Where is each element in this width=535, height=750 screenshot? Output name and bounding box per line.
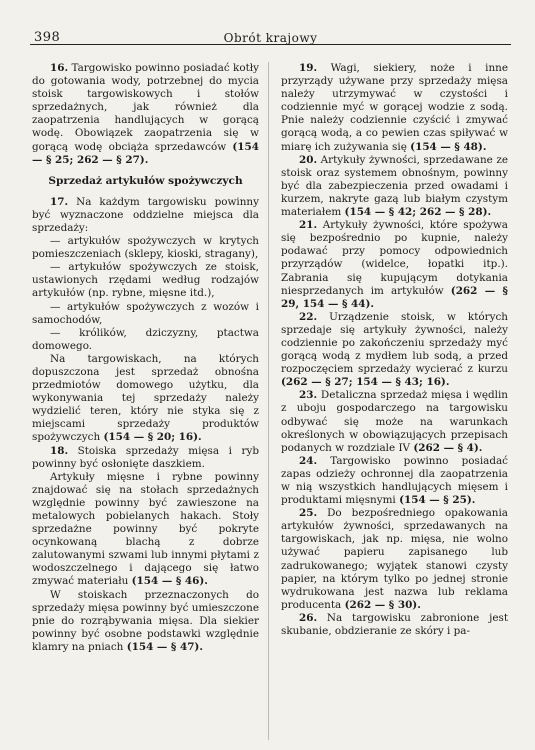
paragraph-16: 16. Targowisko powinno posiadać kotły do gotowania wody, potrzebnej do mycia stoisk targowiskowych i stołów sprzedażnych, jak również dla zaopatrzenia handlujących w gorącą wodę. Obowiązek zaopatrzenia się w gorącą wodę obciąża sprzedawców (154 — § 25; 262 — § 27). <box>32 62 259 166</box>
paragraph-25: 25. Do bezpośredniego opakowania artykułów żywności, sprzedawanych na targowiskach, jak np. mięsa, nie wolno używać papieru zapisanego lub zadrukowanego; wyjątek stanowi czysty papier, na którym tylko po jednej stronie wydrukowana jest nazwa lub reklama producenta (262 — § 30). <box>281 507 508 611</box>
paragraph-18b: Artykuły mięsne i rybne powinny znajdować się na stołach sprzedażnych względnie powinny być zawieszone na metalowych pobielanych hakach. Stoły sprzedażne powinny być pokryte ocynkowaną blachą z dobrze zalutowanymi szwami lub innymi płytami z wodoszczelnego i dającego się łatwo zmywać materiału (154 — § 46). <box>32 470 259 588</box>
paragraph-20: 20. Artykuły żywności, sprzedawane ze stoisk oraz systemem obnośnym, powinny być dla zabezpieczenia przed owadami i kurzem, nakryte gazą lub białym czystym materiałem (154 — § 42; 262 — § 28). <box>281 153 508 219</box>
list-item: — artykułów spożywczych w krytych pomieszczeniach (sklepy, kioski, stragany), <box>32 235 259 261</box>
paragraph-24: 24. Targowisko powinno posiadać zapas odzieży ochronnej dla zaopatrzenia w nią wszystkich handlujących mięsem i produktami mięsnymi (154 — § 25). <box>281 454 508 507</box>
paragraph-23: 23. Detaliczna sprzedaż mięsa i wędlin z uboju gospodarczego na targowisku odbywać się może na warunkach określonych w obowiązujących przepisach podanych w rozdziale IV (262 — § 4). <box>281 389 508 454</box>
right-column <box>281 62 508 742</box>
paragraph-22: 22. Urządzenie stoisk, w których sprzedaje się artykuły żywności, należy codziennie po zakończeniu sprzedaży myć gorącą wodą z mydłem lub sodą, a przed rozpoczęciem sprzedaży wycierać z kurzu (262 — § 27; 154 — § 43; 16). <box>281 310 508 389</box>
page-header <box>30 22 511 45</box>
paragraph-18: 18. Stoiska sprzedaży mięsa i ryb powinny być osłonięte daszkiem. <box>32 444 259 470</box>
list-item: — królików, dziczyzny, ptactwa domowego. <box>32 326 259 352</box>
paragraph-19: 19. Wagi, siekiery, noże i inne przyrządy używane przy sprzedaży mięsa należy utrzymywać w czystości i codziennie myć w gorącej wodzie z sodą. Pnie należy codziennie czyścić i zmywać gorącą wodą, a co pewien czas spiływać w miarę ich zużywania się (154 — § 48). <box>281 62 508 153</box>
list-item: — artykułów spożywczych z wozów i samochodów, <box>32 300 259 326</box>
paragraph-21: 21. Artykuły żywności, które spożywa się bezpośrednio po kupnie, należy podawać przy pomocy odpowiednich przyrządów (widelce, łopatki itp.). Zabrania się kupującym dotykania niesprzedanych im artykułów (262 — § 29, 154 — § 44). <box>281 219 508 310</box>
paragraph-18c: W stoiskach przeznaczonych do sprzedaży mięsa powinny być umieszczone pnie do rozrąbywania mięsa. Dla siekier powinny być osobne podstawki względnie klamry na pniach (154 — § 47). <box>32 588 259 653</box>
left-column <box>32 62 259 742</box>
list-item: — artykułów spożywczych ze stoisk, ustawionych rzędami według rodzajów artykułów (np. rybne, mięsne itd.), <box>32 261 259 300</box>
running-title: Obrót krajowy <box>223 31 318 45</box>
paragraph-17: 17. Na każdym targowisku powinny być wyznaczone oddzielne miejsca dla sprzedaży: <box>32 195 259 234</box>
section-heading: Sprzedaż artykułów spożywczych <box>48 174 243 187</box>
paragraph-26: 26. Na targowisku zabronione jest skubanie, obdzieranie ze skóry i pa- <box>281 611 508 638</box>
page-number: 398 <box>34 30 61 45</box>
column-divider <box>268 62 269 740</box>
paragraph-17b: Na targowiskach, na których dopuszczona jest sprzedaż obnośna przedmiotów domowego użytku, dla wykonywania tej sprzedaży należy wydzielić teren, który nie styka się z miejscami sprzedaży produktów spożywczych (154 — § 20; 16). <box>32 352 259 444</box>
